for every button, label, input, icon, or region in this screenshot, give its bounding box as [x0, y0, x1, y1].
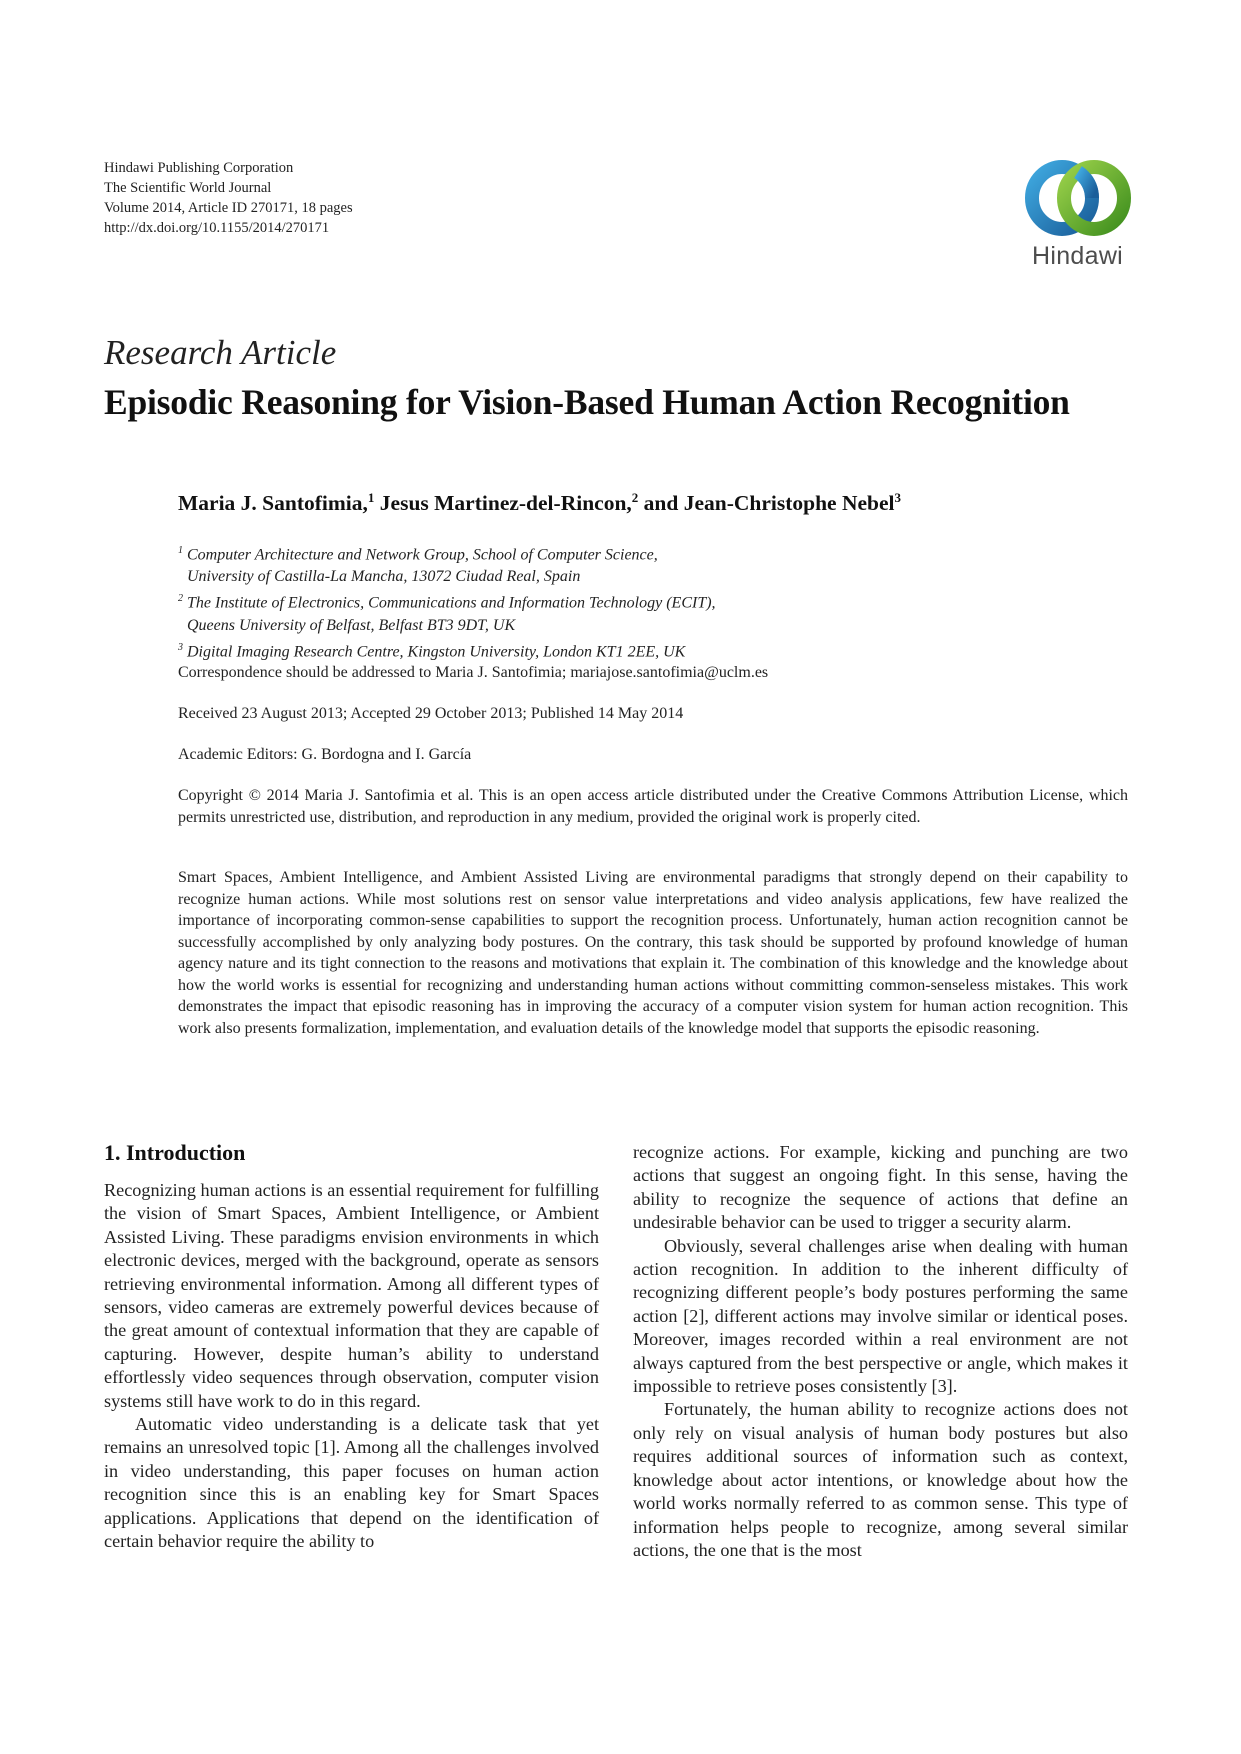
paragraph: Fortunately, the human ability to recognize actions does not only rely on visual analysis of human body postures but also requires additional sources of information such as context, knowledge about actor intentions, or knowledge about how the world works normally referred to as common sense. This type of information helps people to recognize, among several similar actions, the one that is the most [633, 1399, 1128, 1560]
affiliation-item [178, 637, 716, 663]
affiliation-line: University of Castilla-La Mancha, 13072 Ciudad Real, Spain [187, 568, 581, 586]
author-name: and Jean-Christophe Nebel [643, 491, 895, 516]
affiliation-number: 2 [178, 593, 183, 605]
copyright-notice: Copyright © 2014 Maria J. Santofimia et al. This is an open access article distributed under the Creative Commons Attribution License, which permits unrestricted use, distribution, and reproduction in any medium, provided the original work is properly cited. [178, 787, 1128, 826]
section-heading: 1. Introduction [104, 1140, 246, 1165]
author-list [178, 490, 901, 516]
hindawi-rings-icon [1016, 156, 1140, 242]
right-column [633, 1141, 1128, 1562]
affiliation-line: The Institute of Electronics, Communications and Information Technology (ECIT), [187, 594, 716, 612]
publisher-name: Hindawi Publishing Corporation [104, 160, 294, 176]
left-column [104, 1179, 599, 1554]
paragraph: Obviously, several challenges arise when dealing with human action recognition. In addition to the inherent difficulty of recognizing different people’s body postures performing the same action [2], different actions may involve similar or identical poses. Moreover, images recorded within a real environment are not always captured from the best perspective or angle, which makes it impossible to retrieve poses consistently [3]. [633, 1235, 1128, 1397]
paper-title: Episodic Reasoning for Vision-Based Human Action Recognition [104, 382, 1070, 422]
journal-header [104, 158, 353, 238]
affiliation-number: 3 [178, 641, 183, 653]
paragraph: recognize actions. For example, kicking and punching are two actions that suggest an ongoing fight. In this sense, having the ability to recognize the sequence of actions that define an undesirable behavior can be used to trigger a security alarm. [633, 1142, 1128, 1233]
affiliation-number: 1 [178, 545, 183, 556]
affiliation-line: Queens University of Belfast, Belfast BT3 9DT, UK [187, 616, 516, 634]
author-name: Jesus Martinez-del-Rincon, [379, 491, 632, 516]
journal-name: The Scientific World Journal [104, 180, 272, 196]
author-affiliation-mark: 3 [894, 490, 902, 505]
author-affiliation-mark: 1 [367, 490, 375, 505]
affiliation-line: Computer Architecture and Network Group, School of Computer Science, [187, 546, 658, 564]
affiliation-list [178, 540, 716, 663]
paragraph: Recognizing human actions is an essential requirement for fulfilling the vision of Smart Spaces, Ambient Intelligence, or Ambient Assisted Living. These paradigms envision environments in which electronic devices, merged with the background, operate as sensors retrieving environmental information. Among all different types of sensors, video cameras are extremely powerful devices because of the great amount of contextual information that they are capable of capturing. However, despite human’s ability to understand effortlessly video sequences through observation, computer vision systems still have work to do in this regard. [104, 1180, 599, 1411]
dates-line: Received 23 August 2013; Accepted 29 October 2013; Published 14 May 2014 [178, 705, 684, 722]
correspondence-line: Correspondence should be addressed to Maria J. Santofimia; mariajose.santofimia@uclm.es [178, 664, 769, 681]
doi-link[interactable]: http://dx.doi.org/10.1155/2014/270171 [104, 220, 330, 236]
article-type: Research Article [104, 333, 337, 372]
hindawi-logo [1016, 156, 1140, 276]
abstract-text: Smart Spaces, Ambient Intelligence, and Ambient Assisted Living are environmental paradigms that strongly depend on their capability to recognize human actions. While most solutions rest on sensor value interpretations and video analysis applications, few have realized the importance of incorporating common-sense capabilities to support the recognition process. Unfortunately, human action recognition cannot be successfully accomplished by only analyzing body postures. On the contrary, this task should be supported by profound knowledge of human agency nature and its tight connection to the reasons and motivations that explain it. The combination of this knowledge and the knowledge about how the world works is essential for recognizing and understanding human actions without committing common-senseless mistakes. This work demonstrates the impact that episodic reasoning has in improving the accuracy of a computer vision system for human action recognition. This work also presents formalization, implementation, and evaluation details of the knowledge model that supports the episodic reasoning. [178, 869, 1128, 1037]
volume-info: Volume 2014, Article ID 270171, 18 pages [104, 200, 353, 216]
author-affiliation-mark: 2 [631, 490, 639, 505]
affiliation-item [178, 588, 716, 614]
affiliation-line: Digital Imaging Research Centre, Kingston University, London KT1 2EE, UK [187, 642, 686, 660]
editors-line: Academic Editors: G. Bordogna and I. García [178, 746, 472, 763]
logo-text: Hindawi [1032, 242, 1124, 270]
paragraph: Automatic video understanding is a delicate task that yet remains an unresolved topic [1]. Among all the challenges involved in video understanding, this paper focuses on human action recognition since this is an enabling key for Smart Spaces applications. Applications that depend on the identification of certain behavior require the ability to [104, 1414, 599, 1552]
affiliation-item [178, 540, 716, 566]
author-name: Maria J. Santofimia, [178, 491, 368, 516]
